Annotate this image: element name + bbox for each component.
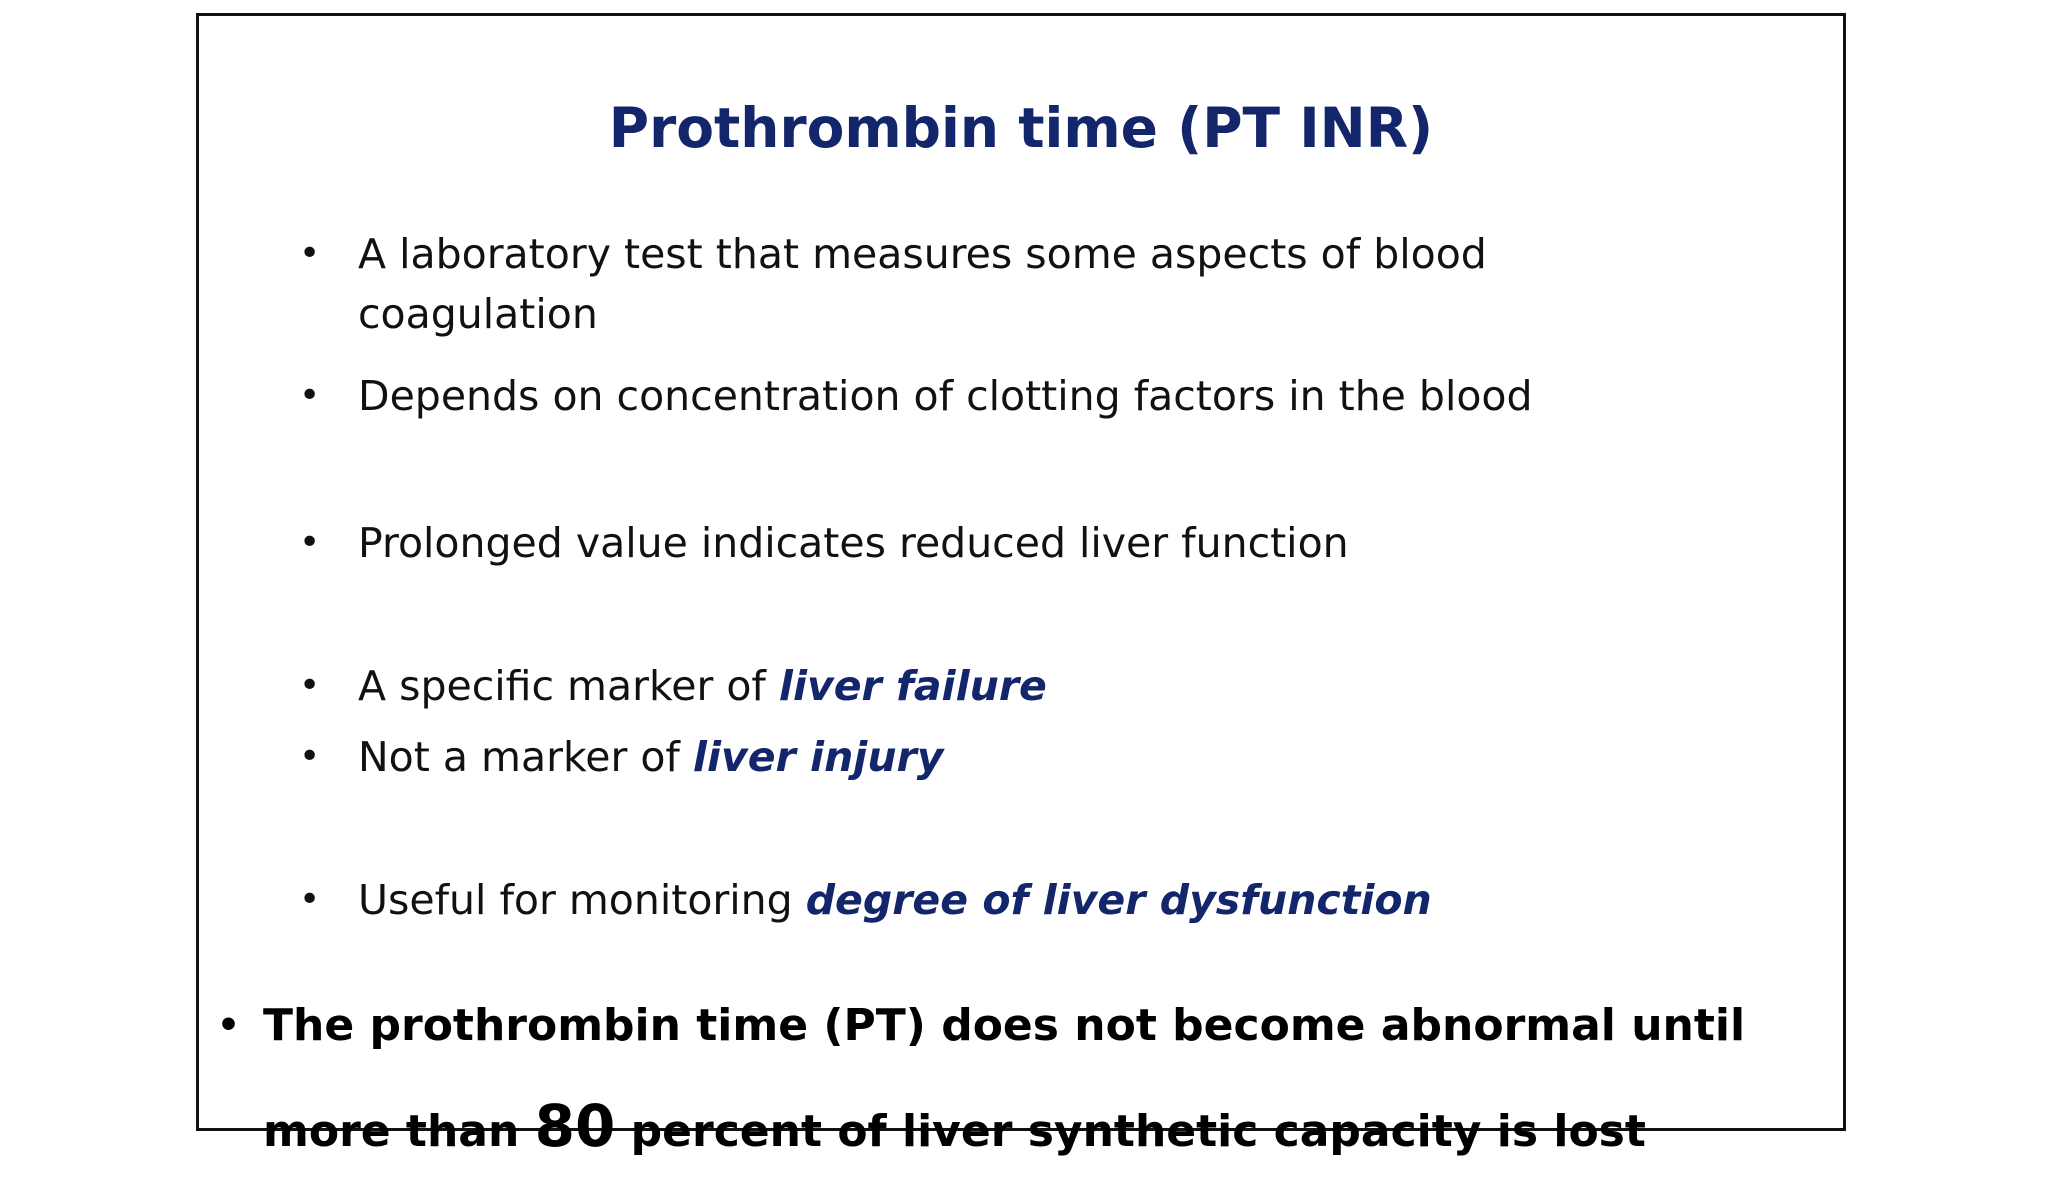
bullet-icon: • bbox=[299, 879, 321, 920]
bullet-emphasis-text: degree of liver dysfunction bbox=[805, 876, 1432, 924]
footer-text bbox=[263, 976, 1823, 1182]
bullet-icon: • bbox=[299, 375, 321, 416]
bullet-plain-text: Useful for monitoring bbox=[358, 876, 806, 924]
bullet-text: Prolonged value indicates reduced liver function bbox=[358, 519, 1349, 567]
bullet-plain-text: Not a marker of bbox=[358, 733, 693, 781]
bullet-icon: • bbox=[217, 1005, 241, 1046]
bullet-icon: • bbox=[299, 665, 321, 706]
bullet-text bbox=[358, 870, 1718, 930]
bullet-icon: • bbox=[299, 522, 321, 563]
bullet-emphasis-text: liver failure bbox=[778, 662, 1047, 710]
footer-number: 80 bbox=[534, 1092, 616, 1160]
bullet-emphasis-text: liver injury bbox=[692, 733, 944, 781]
bullet-text: A laboratory test that measures some aspects of blood coagulation bbox=[358, 230, 1487, 338]
footer-text-part2: percent of liver synthetic capacity is lost bbox=[615, 1106, 1646, 1157]
bullet-text bbox=[358, 727, 1718, 787]
bullet-icon: • bbox=[299, 736, 321, 777]
bullet-icon: • bbox=[299, 233, 321, 274]
slide-frame bbox=[196, 13, 1846, 1160]
bullet-text: Depends on concentration of clotting factors in the blood bbox=[358, 372, 1533, 420]
footer-text-part1: The prothrombin time (PT) does not become abnormal until more than bbox=[263, 1000, 1746, 1157]
bullet-text bbox=[358, 656, 1718, 716]
slide-title: Prothrombin time (PT INR) bbox=[608, 96, 1434, 160]
bullet-plain-text: A specific marker of bbox=[358, 662, 779, 710]
